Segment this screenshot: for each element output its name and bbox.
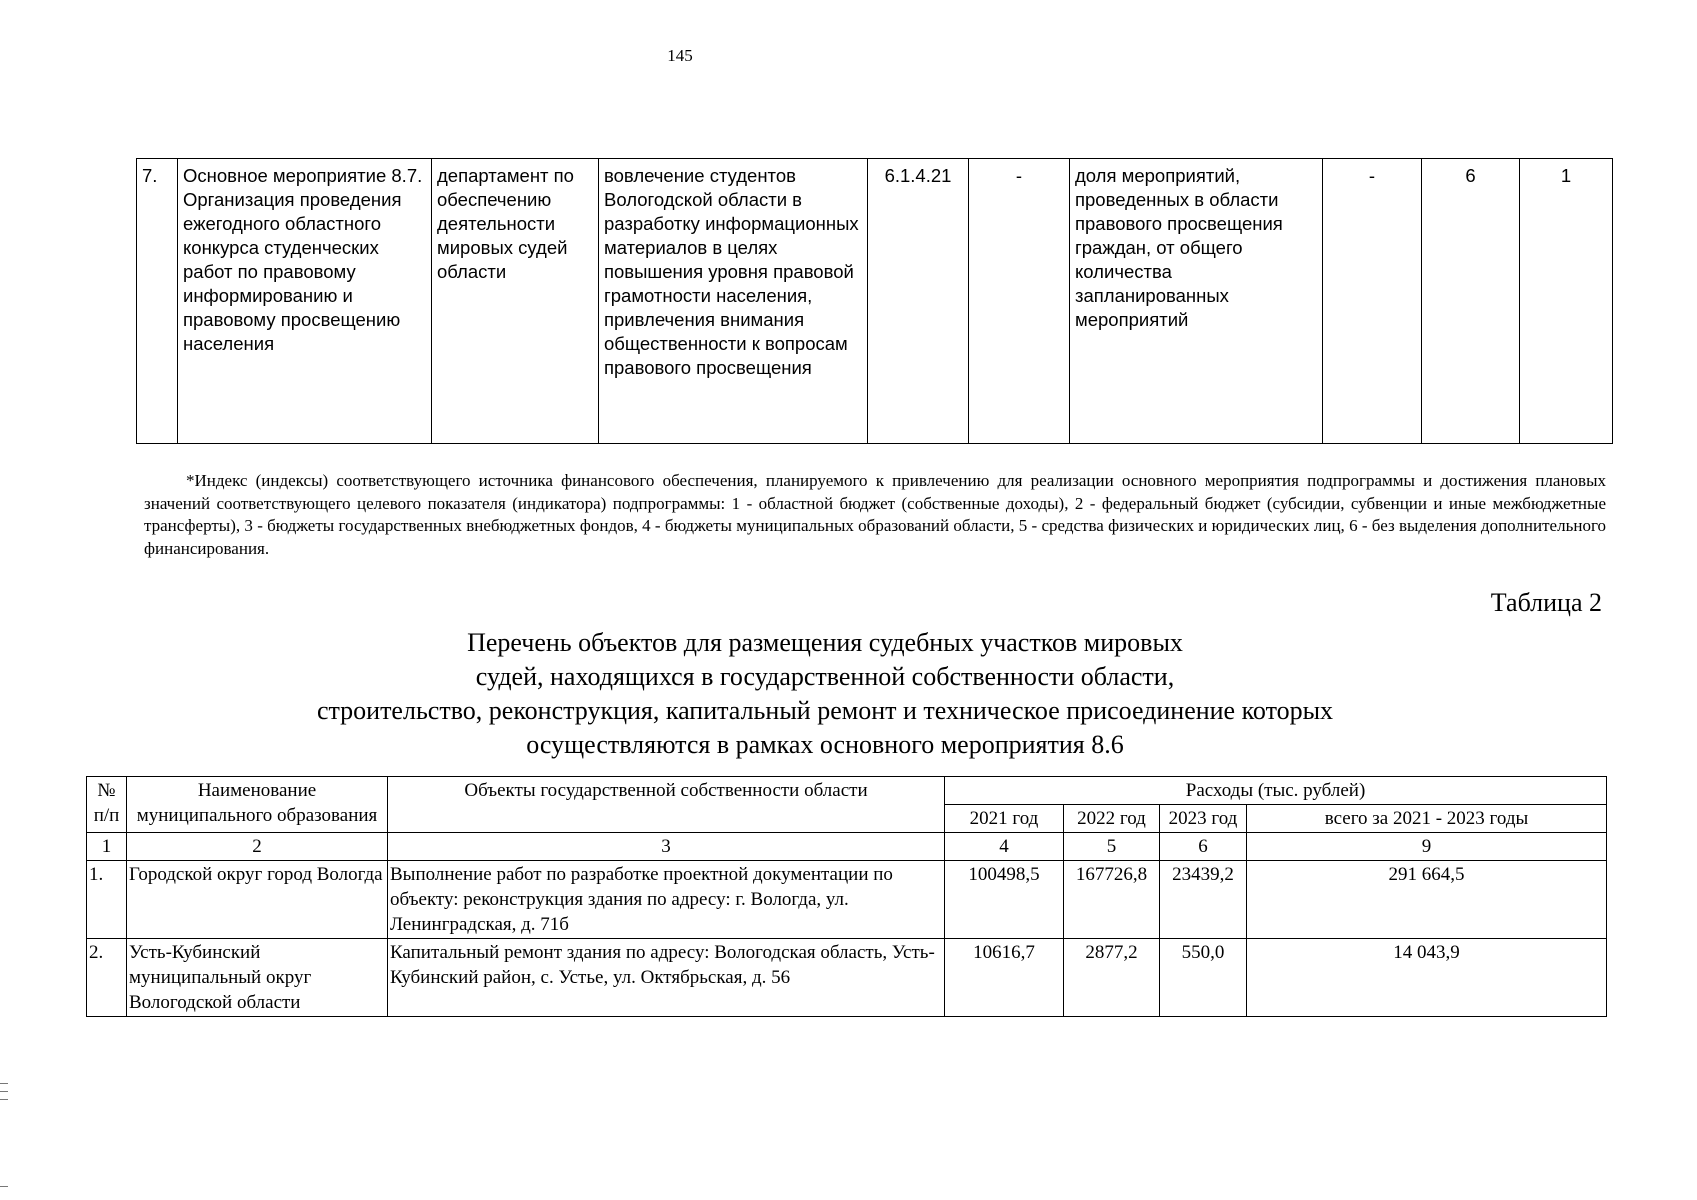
footnote (144, 470, 1606, 560)
title-line: Перечень объектов для размещения судебных участков мировых (467, 628, 1183, 657)
municipality: Городской округ город Вологда (127, 861, 388, 939)
indicator-description: доля мероприятий, проведенных в области правового просвещения граждан, от общего количества запланированных мероприятий (1070, 159, 1323, 444)
table-row (137, 159, 1613, 444)
scan-edge-mark (0, 1091, 8, 1092)
expense-2023: 23439,2 (1160, 861, 1247, 939)
header-num: № п/п (87, 777, 127, 833)
scan-edge-mark (0, 1186, 8, 1187)
column-number: 4 (945, 833, 1064, 861)
executor: департамент по обеспечению деятельности мировых судей области (432, 159, 599, 444)
table-label: Таблица 2 (1490, 588, 1602, 617)
table-row (87, 861, 1607, 939)
indicator-code: 6.1.4.21 (868, 159, 969, 444)
page-number: 145 (667, 46, 693, 65)
title-line: осуществляются в рамках основного мероприятия 8.6 (526, 730, 1124, 759)
header-total: всего за 2021 - 2023 годы (1247, 805, 1607, 833)
table-cell: 1 (1520, 159, 1613, 444)
expense-total: 291 664,5 (1247, 861, 1607, 939)
column-number: 9 (1247, 833, 1607, 861)
activity-name: Основное мероприятие 8.7. Организация проведения ежегодного областного конкурса студенческих работ по правовому информированию и правовому просвещению населения (178, 159, 432, 444)
footnote-text: *Индекс (индексы) соответствующего источника финансового обеспечения, планируемого к привлечению для реализации основного мероприятия подпрограммы и достижения плановых значений соответствующего целевого показателя (индикатора) подпрограммы: 1 - областной бюджет (собственные доходы), 2 - федеральный бюджет (субсидии, субвенции и иные межбюджетные трансферты), 3 - бюджеты государственных внебюджетных фондов, 4 - бюджеты муниципальных образований области, 5 - средства физических и юридических лиц, 6 - без выделения дополнительного финансирования. (144, 471, 1606, 558)
header-objects: Объекты государственной собственности области (388, 777, 945, 833)
expense-2021: 100498,5 (945, 861, 1064, 939)
row-number: 7. (137, 159, 178, 444)
row-number: 2. (87, 939, 127, 1017)
table-title (300, 626, 1350, 762)
column-number: 5 (1064, 833, 1160, 861)
municipality: Усть-Кубинский муниципальный округ Вологодской области (127, 939, 388, 1017)
title-line: строительство, реконструкция, капитальный ремонт и техническое присоединение которых (316, 696, 1334, 725)
scan-edge-mark (0, 1083, 8, 1084)
header-2021: 2021 год (945, 805, 1064, 833)
objects-table (86, 776, 1607, 1017)
column-number: 3 (388, 833, 945, 861)
column-number: 1 (87, 833, 127, 861)
object-description: Капитальный ремонт здания по адресу: Вологодская область, Усть-Кубинский район, с. Устье, ул. Октябрьская, д. 56 (388, 939, 945, 1017)
expense-2022: 167726,8 (1064, 861, 1160, 939)
expense-total: 14 043,9 (1247, 939, 1607, 1017)
expense-2023: 550,0 (1160, 939, 1247, 1017)
header-row (87, 777, 1607, 805)
header-2022: 2022 год (1064, 805, 1160, 833)
row-number: 1. (87, 861, 127, 939)
object-description: Выполнение работ по разработке проектной документации по объекту: реконструкция здания по адресу: г. Вологда, ул. Ленинградская, д. 71б (388, 861, 945, 939)
title-line: судей, находящихся в государственной собственности области, (475, 662, 1175, 691)
table-cell: - (1323, 159, 1422, 444)
table-cell: - (969, 159, 1070, 444)
scan-edge-mark (0, 1099, 8, 1100)
activity-table (136, 158, 1613, 444)
table-row (87, 939, 1607, 1017)
expense-2022: 2877,2 (1064, 939, 1160, 1017)
activity-goal: вовлечение студентов Вологодской области в разработку информационных материалов в целях повышения уровня правовой грамотности населения, привлечения внимания общественности к вопросам правового просвещения (599, 159, 868, 444)
table-cell: 6 (1422, 159, 1520, 444)
header-expenses: Расходы (тыс. рублей) (945, 777, 1607, 805)
header-2023: 2023 год (1160, 805, 1247, 833)
column-number: 6 (1160, 833, 1247, 861)
column-number: 2 (127, 833, 388, 861)
column-number-row (87, 833, 1607, 861)
header-municipality: Наименование муниципального образования (127, 777, 388, 833)
expense-2021: 10616,7 (945, 939, 1064, 1017)
